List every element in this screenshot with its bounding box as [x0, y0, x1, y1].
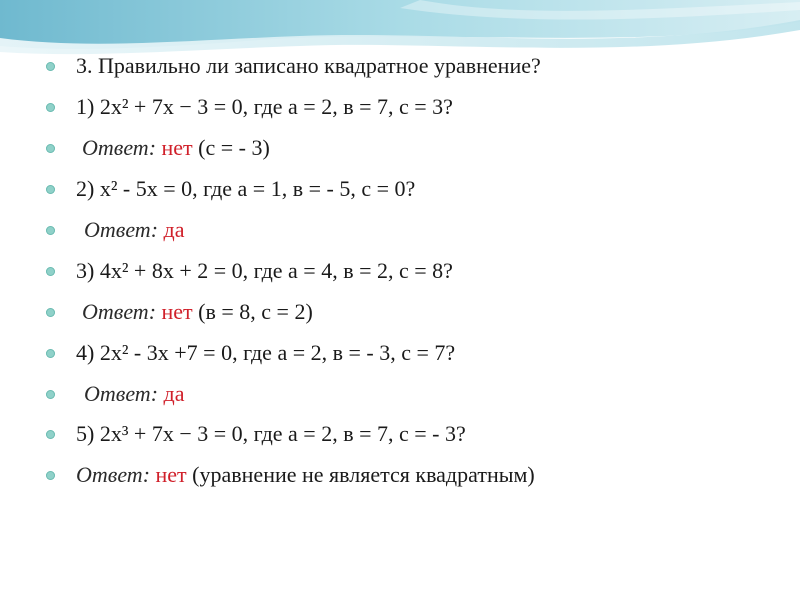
- question-line: [46, 250, 786, 291]
- answer-value: нет: [155, 462, 187, 488]
- bullet-icon: [46, 103, 55, 112]
- answer-note: (с = - 3): [198, 135, 270, 161]
- question-text: 1) 2х² + 7х − 3 = 0, где а = 2, в = 7, с = 3?: [76, 94, 453, 120]
- question-text: 5) 2х³ + 7х − 3 = 0, где а = 2, в = 7, с = - 3?: [76, 421, 466, 447]
- question-text: 3) 4х² + 8х + 2 = 0, где а = 4, в = 2, с = 8?: [76, 257, 453, 283]
- bullet-icon: [46, 471, 55, 480]
- answer-label: Ответ:: [76, 462, 151, 488]
- answer-row: [82, 299, 313, 325]
- answer-note: (в = 8, с = 2): [198, 298, 313, 324]
- question-line: [46, 169, 786, 210]
- answer-row: [76, 462, 535, 488]
- bullet-icon: [46, 349, 55, 358]
- question-text: 2) х² - 5х = 0, где а = 1, в = - 5, с = 0?: [76, 176, 416, 202]
- question-text: 4) 2х² - 3х +7 = 0, где а = 2, в = - 3, с = 7?: [76, 339, 456, 365]
- answer-line: [46, 291, 786, 332]
- answer-label: Ответ:: [82, 298, 157, 324]
- answer-row: [84, 381, 184, 407]
- bullet-icon: [46, 226, 55, 235]
- question-line: [46, 332, 786, 373]
- question-line: [46, 87, 786, 128]
- bullet-icon: [46, 185, 55, 194]
- answer-label: Ответ:: [82, 135, 157, 161]
- bullet-icon: [46, 62, 55, 71]
- bullet-icon: [46, 267, 55, 276]
- answer-line: [46, 373, 786, 414]
- bullet-icon: [46, 144, 55, 153]
- question-line: [46, 46, 786, 87]
- bullet-icon: [46, 430, 55, 439]
- bullet-icon: [46, 390, 55, 399]
- bullet-list: [46, 46, 786, 496]
- answer-value: нет: [161, 298, 193, 324]
- answer-value: да: [163, 217, 185, 242]
- answer-value: да: [163, 380, 185, 406]
- answer-label: Ответ:: [84, 217, 159, 242]
- question-line: [46, 414, 786, 455]
- answer-row: [84, 217, 184, 243]
- answer-line: [46, 455, 786, 496]
- answer-value: нет: [161, 135, 193, 161]
- answer-row: [82, 135, 270, 161]
- bullet-icon: [46, 308, 55, 317]
- answer-line: [46, 210, 786, 251]
- question-text: 3. Правильно ли записано квадратное уравнение?: [76, 53, 541, 79]
- answer-note: (уравнение не является квадратным): [192, 462, 535, 488]
- answer-label: Ответ:: [84, 380, 159, 406]
- answer-line: [46, 128, 786, 169]
